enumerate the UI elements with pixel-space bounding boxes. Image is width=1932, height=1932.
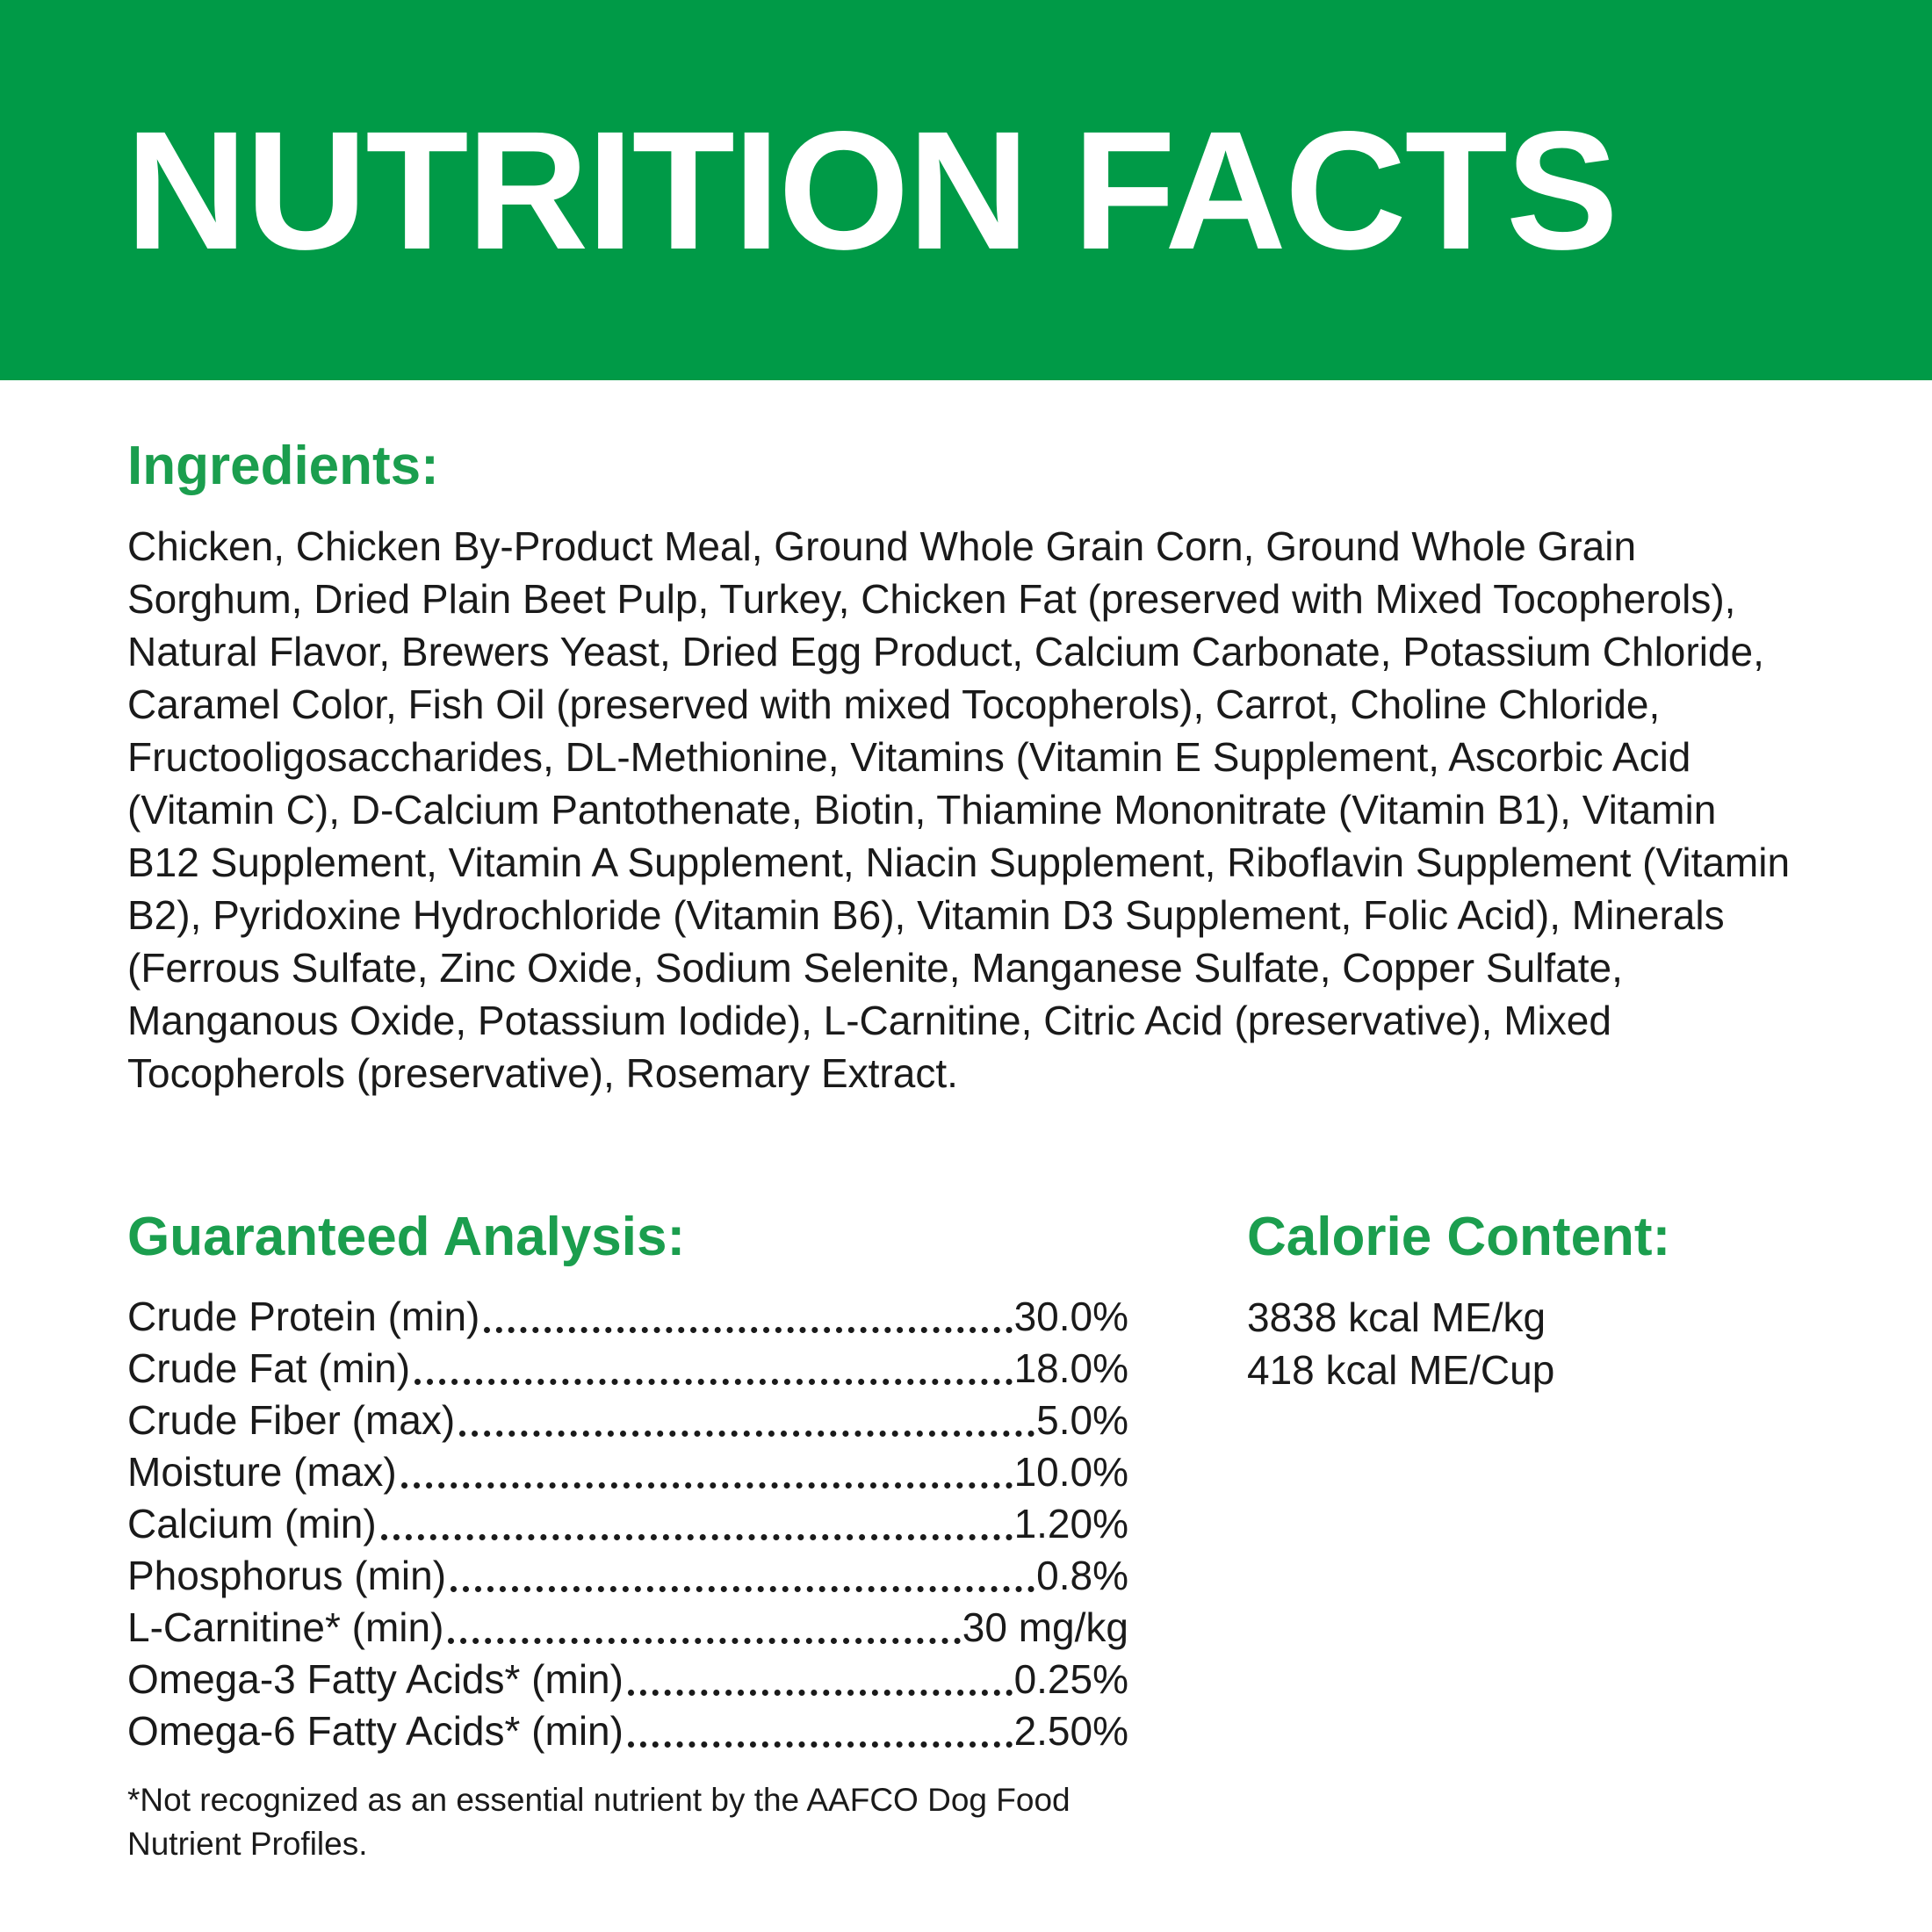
nutrient-label: Crude Protein (min) bbox=[127, 1294, 480, 1339]
ingredients-text: Chicken, Chicken By-Product Meal, Ground Whole Grain Corn, Ground Whole Grain Sorghum, Dried Plain Beet Pulp, Turkey, Chicken Fat (preserved with Mixed Tocopherols), Natural Flavor, Brewers Yeast, Dried Egg Product, Calcium Carbonate, Potassium Chloride, Caramel Color, Fish Oil (preserved with mixed Tocopherols), Carrot, Choline Chloride, Fructooligosaccharides, DL-Methionine, Vitamins (Vitamin E Supplement, Ascorbic Acid (Vitamin C), D-Calcium Pantothenate, Biotin, Thiamine Mononitrate (Vitamin B1), Vitamin B12 Supplement, Vitamin A Supplement, Niacin Supplement, Riboflavin Supplement (Vitamin B2), Pyridoxine Hydrochloride (Vitamin B6), Vitamin D3 Supplement, Folic Acid), Minerals (Ferrous Sulfate, Zinc Oxide, Sodium Selenite, Manganese Sulfate, Copper Sulfate, Manganous Oxide, Potassium Iodide), L-Carnitine, Citric Acid (preservative), Mixed Tocopherols (preservative), Rosemary Extract. bbox=[127, 523, 1791, 1096]
guaranteed-analysis-heading: Guaranteed Analysis: bbox=[127, 1207, 686, 1267]
ingredients-heading: Ingredients: bbox=[127, 436, 439, 496]
nutrient-label: Omega-3 Fatty Acids* (min) bbox=[127, 1656, 624, 1702]
nutrient-label: Calcium (min) bbox=[127, 1501, 377, 1546]
nutrient-label: Crude Fat (min) bbox=[127, 1345, 411, 1391]
analysis-row bbox=[127, 1654, 1128, 1705]
title-banner bbox=[0, 0, 1932, 380]
nutrient-label: Omega-6 Fatty Acids* (min) bbox=[127, 1708, 624, 1754]
analysis-row bbox=[127, 1291, 1128, 1343]
analysis-row bbox=[127, 1343, 1128, 1395]
nutrient-value: 5.0% bbox=[1036, 1397, 1128, 1443]
analysis-row bbox=[127, 1705, 1128, 1757]
analysis-row bbox=[127, 1550, 1128, 1602]
nutrient-value: 0.8% bbox=[1036, 1553, 1128, 1598]
dot-leader bbox=[484, 1327, 1012, 1333]
aafco-footnote: *Not recognized as an essential nutrient by the AAFCO Dog Food Nutrient Profiles. bbox=[127, 1782, 1071, 1862]
nutrient-value: 10.0% bbox=[1013, 1449, 1128, 1495]
calorie-value-per-cup: 418 kcal ME/Cup bbox=[1247, 1347, 1555, 1393]
calorie-content-section bbox=[1247, 1207, 1671, 1396]
dot-leader bbox=[459, 1431, 1034, 1437]
nutrient-label: Crude Fiber (max) bbox=[127, 1397, 456, 1443]
nutrient-value: 30 mg/kg bbox=[962, 1604, 1128, 1650]
page-title: NUTRITION FACTS bbox=[126, 95, 1617, 285]
dot-leader bbox=[381, 1534, 1013, 1540]
dot-leader bbox=[628, 1741, 1013, 1748]
nutrient-label: L-Carnitine* (min) bbox=[127, 1604, 444, 1650]
dot-leader bbox=[628, 1690, 1013, 1696]
calorie-content-values bbox=[1247, 1291, 1670, 1396]
nutrient-label: Moisture (max) bbox=[127, 1449, 397, 1495]
nutrient-value: 0.25% bbox=[1013, 1656, 1128, 1702]
guaranteed-analysis-section bbox=[127, 1207, 1128, 1866]
analysis-row bbox=[127, 1395, 1128, 1446]
dot-leader bbox=[415, 1379, 1012, 1385]
dot-leader bbox=[448, 1638, 960, 1644]
calorie-content-heading: Calorie Content: bbox=[1247, 1207, 1671, 1267]
nutrient-value: 1.20% bbox=[1013, 1501, 1128, 1546]
analysis-row bbox=[127, 1498, 1128, 1550]
guaranteed-analysis-list bbox=[127, 1291, 1128, 1757]
nutrient-label: Phosphorus (min) bbox=[127, 1553, 447, 1598]
dot-leader bbox=[451, 1586, 1034, 1592]
nutrient-value: 18.0% bbox=[1013, 1345, 1128, 1391]
nutrient-value: 2.50% bbox=[1013, 1708, 1128, 1754]
analysis-row bbox=[127, 1602, 1128, 1654]
analysis-row bbox=[127, 1446, 1128, 1498]
calorie-value-per-kg: 3838 kcal ME/kg bbox=[1247, 1294, 1546, 1340]
nutrient-value: 30.0% bbox=[1013, 1294, 1128, 1339]
dot-leader bbox=[401, 1482, 1013, 1489]
